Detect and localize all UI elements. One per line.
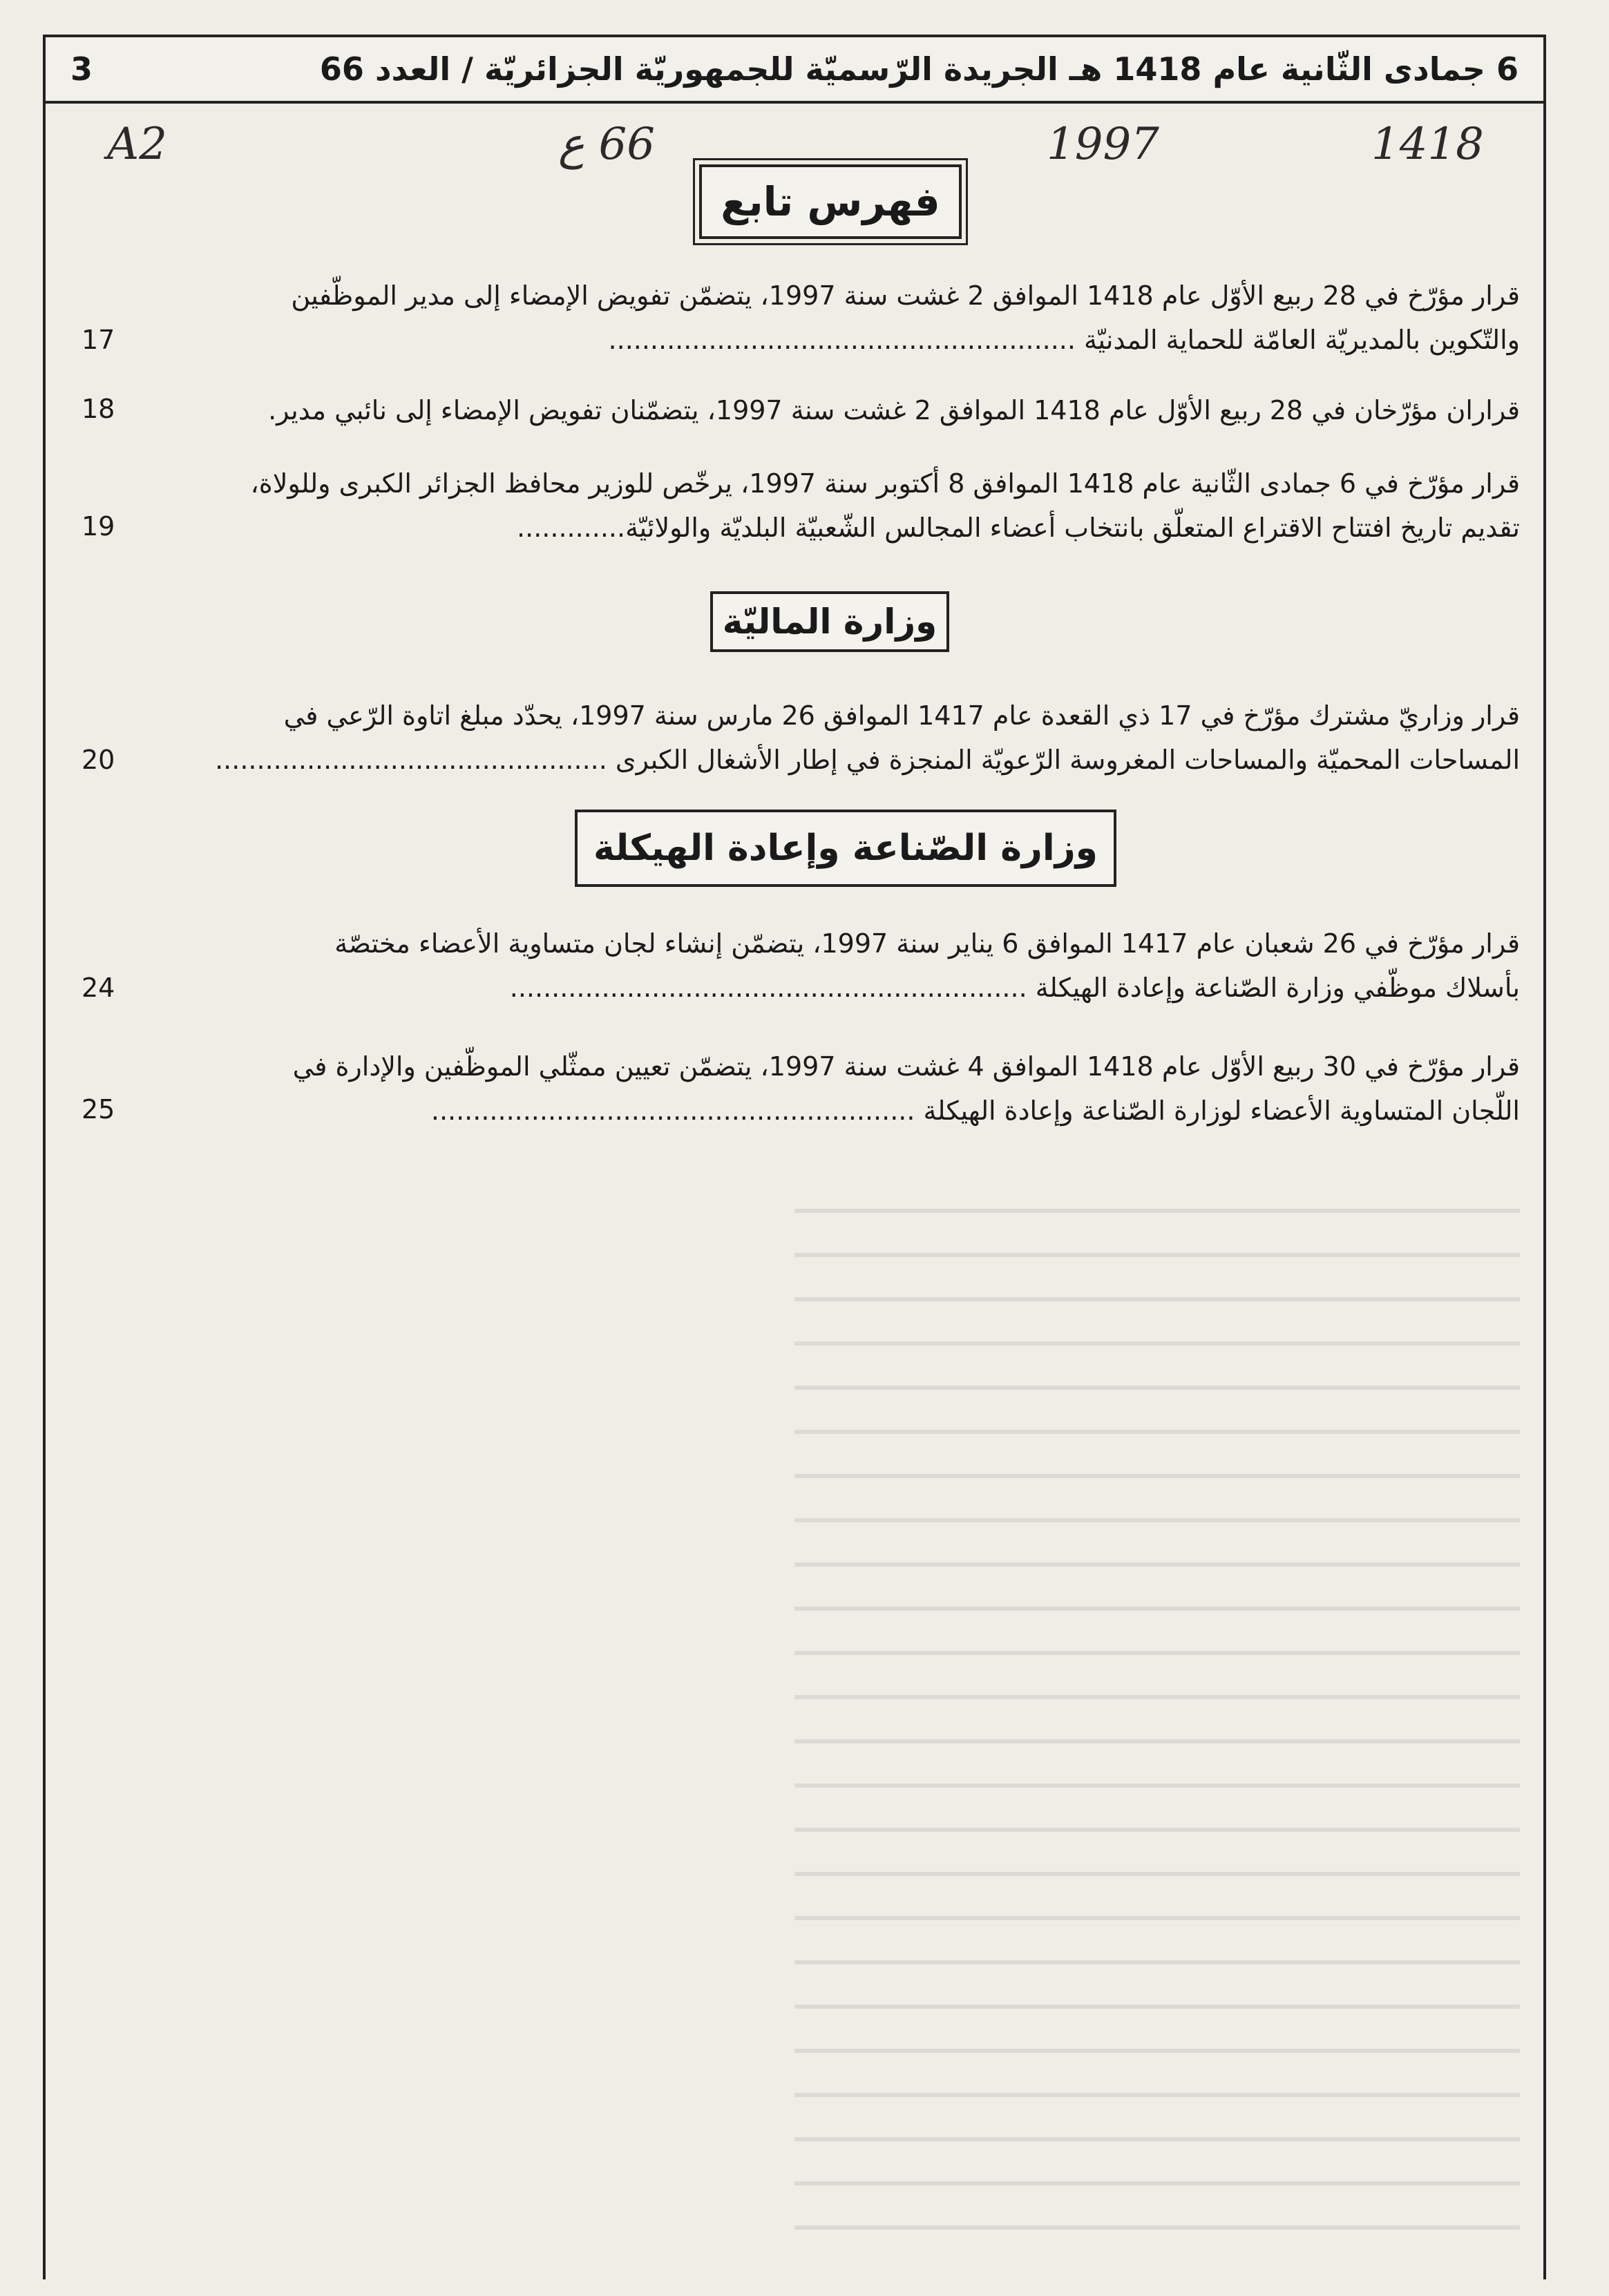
entry-1-line-1: قرار مؤرّخ في 28 ربيع الأوّل عام 1418 الموافق 2 غشت سنة 1997، يتضمّن تفويض الإمضاء إلى مدير الموظّفين bbox=[291, 280, 1520, 311]
entry-2: قراران مؤرّخان في 28 ربيع الأوّل عام 1418 الموافق 2 غشت سنة 1997، يتضمّنان تفويض الإمضاء إلى نائبي مدير. bbox=[268, 395, 1520, 425]
entry-6-page: 25 bbox=[82, 1094, 115, 1125]
entry-3-line-2: تقديم تاريخ افتتاح الاقتراع المتعلّق بانتخاب أعضاء المجالس الشّعبيّة البلديّة والولائيّة bbox=[625, 513, 1520, 543]
entry-6-line-2: اللّجان المتساوية الأعضاء لوزارة الصّناعة وإعادة الهيكلة bbox=[923, 1096, 1520, 1126]
entry-6-line-1: قرار مؤرّخ في 30 ربيع الأوّل عام 1418 الموافق 4 غشت سنة 1997، يتضمّن تعيين ممثّلي الموظّفين والإدارة في bbox=[292, 1051, 1520, 1082]
bleed-through-texture bbox=[794, 1209, 1520, 2245]
entry-2-line-1: قراران مؤرّخان في 28 ربيع الأوّل عام 1418 الموافق 2 غشت سنة 1997، يتضمّنان تفويض الإمضاء إلى نائبي مدير bbox=[276, 395, 1520, 425]
entry-4: قرار وزاريّ مشترك مؤرّخ في 17 ذي القعدة عام 1417 الموافق 26 مارس سنة 1997، يحدّد مبلغ اتاوة الرّعي في المساحات المحميّة والمساحات المغروسة الرّعويّة المنجزة في إطار الأشغال الكبرى ............................................... bbox=[162, 693, 1520, 782]
entry-3-page: 19 bbox=[82, 511, 115, 542]
section-finance: وزارة الماليّة bbox=[710, 591, 949, 652]
handwritten-hijri: 1418 bbox=[1371, 119, 1484, 170]
entry-1-line-2: والتّكوين بالمديريّة العامّة للحماية المدنيّة bbox=[1084, 325, 1520, 355]
gazette-title: 6 جمادى الثّانية عام 1418 هـ الجريدة الرّسميّة للجمهوريّة الجزائريّة / العدد 66 bbox=[319, 50, 1518, 88]
entry-2-page: 18 bbox=[82, 394, 115, 424]
handwritten-ref: A2 bbox=[107, 119, 167, 170]
entry-5-line-2: بأسلاك موظّفي وزارة الصّناعة وإعادة الهيكلة bbox=[1035, 973, 1520, 1003]
entry-6: قرار مؤرّخ في 30 ربيع الأوّل عام 1418 الموافق 4 غشت سنة 1997، يتضمّن تعيين ممثّلي الموظّفين والإدارة في اللّجان المتساوية الأعضاء لوزارة الصّناعة وإعادة الهيكلة .......................................................... bbox=[162, 1044, 1520, 1133]
entry-1: قرار مؤرّخ في 28 ربيع الأوّل عام 1418 الموافق 2 غشت سنة 1997، يتضمّن تفويض الإمضاء إلى مدير الموظّفين والتّكوين بالمديريّة العامّة للحماية المدنيّة ........................................................ bbox=[162, 274, 1520, 362]
page-header bbox=[43, 35, 1546, 104]
handwritten-issue: 66 ع bbox=[558, 119, 655, 170]
entry-4-line-1: قرار وزاريّ مشترك مؤرّخ في 17 ذي القعدة عام 1417 الموافق 26 مارس سنة 1997، يحدّد مبلغ اتاوة الرّعي في bbox=[283, 700, 1520, 731]
entry-5-line-1: قرار مؤرّخ في 26 شعبان عام 1417 الموافق 6 يناير سنة 1997، يتضمّن إنشاء لجان متساوية الأعضاء مختصّة bbox=[334, 928, 1520, 959]
handwritten-year: 1997 bbox=[1047, 119, 1159, 170]
section-industry: وزارة الصّناعة وإعادة الهيكلة bbox=[575, 810, 1116, 887]
entry-1-page: 17 bbox=[82, 325, 115, 355]
entry-3: قرار مؤرّخ في 6 جمادى الثّانية عام 1418 الموافق 8 أكتوبر سنة 1997، يرخّص للوزير محافظ الجزائر الكبرى وللولاة، تقديم تاريخ افتتاح الاقتراع المتعلّق بانتخاب أعضاء المجالس الشّعبيّة البلديّة والولائيّة............. bbox=[162, 461, 1520, 550]
section-toc-continued: فهرس تابع bbox=[699, 164, 962, 239]
entry-3-line-1: قرار مؤرّخ في 6 جمادى الثّانية عام 1418 الموافق 8 أكتوبر سنة 1997، يرخّص للوزير محافظ الجزائر الكبرى وللولاة، bbox=[250, 468, 1520, 499]
entry-4-line-2: المساحات المحميّة والمساحات المغروسة الرّعويّة المنجزة في إطار الأشغال الكبرى bbox=[615, 745, 1520, 775]
page-number: 3 bbox=[70, 50, 93, 88]
entry-5-page: 24 bbox=[82, 973, 115, 1003]
entry-5: قرار مؤرّخ في 26 شعبان عام 1417 الموافق 6 يناير سنة 1997، يتضمّن إنشاء لجان متساوية الأعضاء مختصّة بأسلاك موظّفي وزارة الصّناعة وإعادة الهيكلة .............................................................. bbox=[162, 921, 1520, 1010]
entry-4-page: 20 bbox=[82, 745, 115, 775]
